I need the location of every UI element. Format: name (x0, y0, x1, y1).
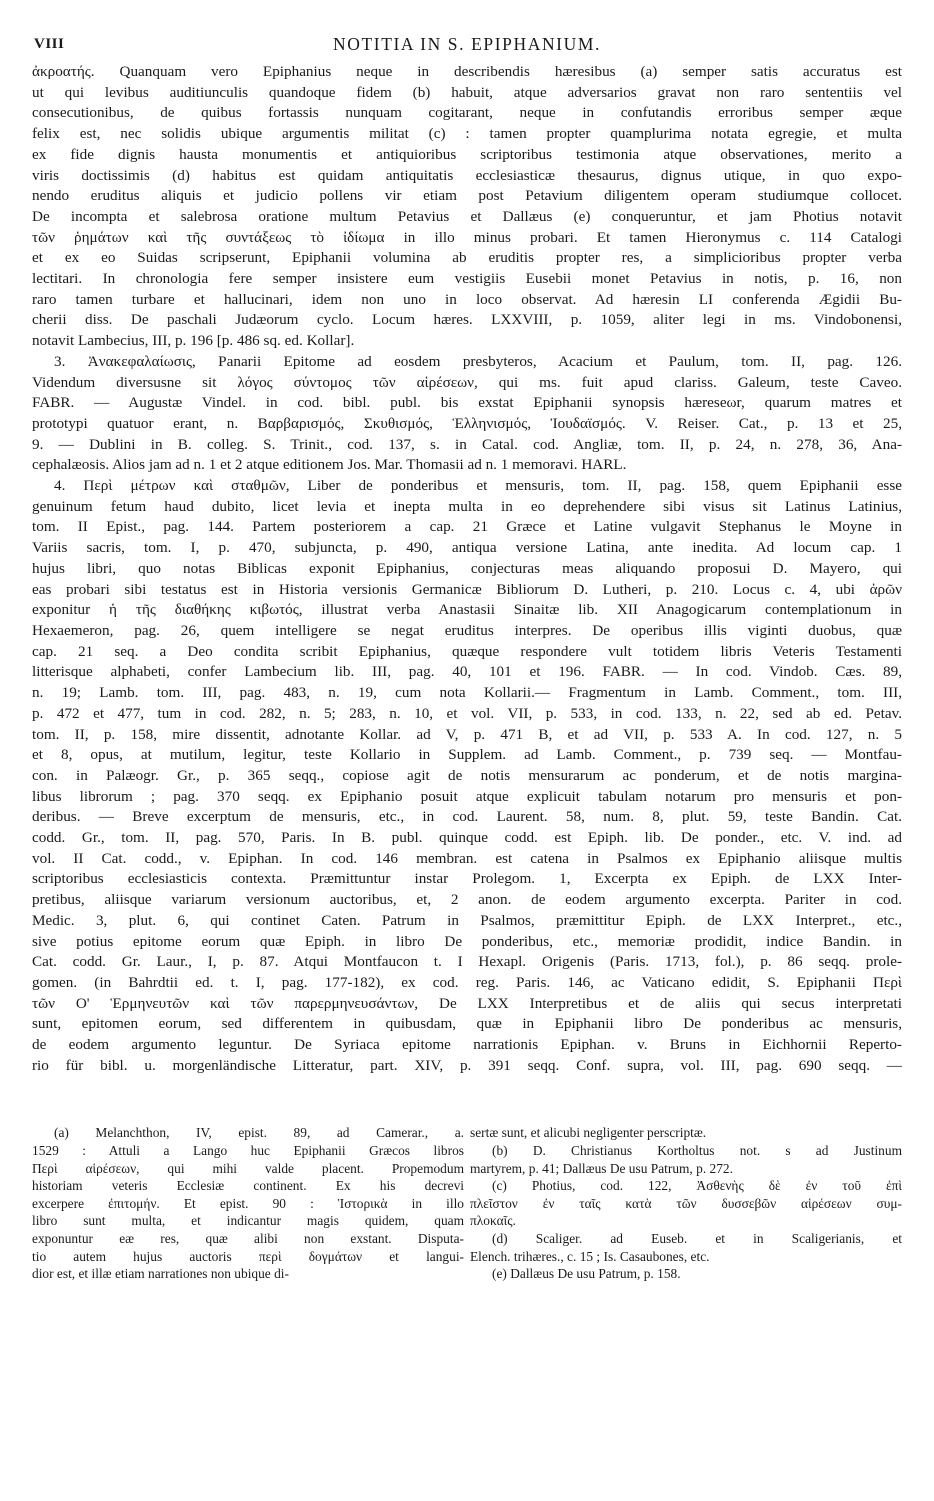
text-line: excerpere ἐπιτομήν. Et epist. 90 : Ἱστορικὰ in illo (32, 1195, 464, 1211)
text-line: πλεῖστον ἐν ταῖς κατὰ τῶν δυσσεβῶν αἱρέσεων συμ- (470, 1195, 902, 1211)
text-line: gomen. (in Bahrdtii ed. t. I, pag. 177-182), ex cod. reg. Paris. 146, ac Vaticano edidit, S. Epiphanii Περὶ (32, 973, 902, 991)
text-line: p. 472 et 477, tum in cod. 282, n. 5; 283, n. 10, et vol. VII, p. 533, in cod. 133, n. 22, sed ab ed. Petav. (32, 704, 902, 722)
text-line: exponuntur eæ res, quæ alibi non exstant. Disputa- (32, 1231, 464, 1247)
text-line: genuinum fetum haud dubito, licet levia et inepta multa in eo deprehendere sibi visus sit Latinus Latinius, (32, 497, 902, 515)
text-line: consecutionibus, de quibus fortassis nunquam cogitarant, neque in confutandis erroribus semper æque (32, 104, 902, 122)
text-line: libus librorum ; pag. 370 seqq. ex Epiphanio posuit atque explicuit tabulam notarum pro mensuris et pon- (32, 787, 902, 805)
text-line: (b) D. Christianus Kortholtus not. s ad Justinum (492, 1143, 902, 1159)
text-line: Περὶ αἱρέσεων, qui mihi valde placent. Propemodum (32, 1160, 464, 1176)
text-line: tom. II, p. 158, mire dissentit, adnotante Kollar. ad V, p. 471 B, et ad VII, p. 533 A. In cod. 127, n. 5 (32, 725, 902, 743)
text-line: (d) Scaliger. ad Euseb. et in Scaligerianis, et (492, 1231, 902, 1247)
text-line: rio für bibl. u. morgenländische Litteratur, part. XIV, p. 391 seqq. Conf. supra, vol. III, pag. 690 seqq. — (32, 1056, 902, 1074)
text-line: (e) Dallæus De usu Patrum, p. 158. (492, 1266, 681, 1282)
text-line: τῶν Ο' Ἑρμηνευτῶν καὶ τῶν παρερμηνευσάντων, De LXX Interpretibus et de aliis qui secus interpretati (32, 994, 902, 1012)
text-line: libro sunt multa, et indicantur magis quidem, quam (32, 1213, 464, 1229)
text-line: πλοκαῖς. (470, 1213, 516, 1229)
text-line: historiam veteris Ecclesiæ continent. Ex his decrevi (32, 1178, 464, 1194)
text-line: sunt, epitomen eorum, sed differentem in quibusdam, quæ in Epiphanii libro De ponderibus ac mensuris, (32, 1015, 902, 1033)
text-line: cherii diss. De paschali Judæorum cyclo. Locum hæres. LXXVIII, p. 1059, aliter legi in ms. Vindobonensi, (32, 311, 902, 329)
text-line: codd. Gr., tom. II, pag. 570, Paris. In B. publ. quinque codd. est Epiph. lib. De ponder., etc. V. ind. ad (32, 829, 902, 847)
running-title: NOTITIA IN S. EPIPHANIUM. (333, 34, 601, 54)
text-line: sertæ sunt, et alicubi negligenter perscriptæ. (470, 1125, 707, 1141)
text-line: 9. — Dublini in B. colleg. S. Trinit., cod. 137, s. in Catal. cod. Angliæ, tom. II, p. 24, n. 278, 36, Ana- (32, 435, 902, 453)
text-line: deribus. — Breve excerptum de mensuris, etc., in cod. Laurent. 58, num. 8, plut. 59, teste Bandin. Cat. (32, 808, 902, 826)
text-line: prototypi quatuor erant, n. Βαρβαρισμός, Σκυθισμός, Ἑλληνισμός, Ἰουδαϊσμός. V. Reiser. Cat., p. 13 et 25, (32, 414, 902, 432)
text-line: Cat. codd. Gr. Laur., I, p. 87. Atqui Montfaucon t. I Hexapl. Origenis (Paris. 1713, fol.), p. 86 seqq. prole- (32, 953, 902, 971)
footnotes-left-column (32, 1124, 464, 1282)
text-line: hujus libri, quo notas Biblicas exponit Epiphanius, conjecturas meas aliquando proposui D. Mayero, qui (32, 559, 902, 577)
text-line: cephalæosis. Alios jam ad n. 1 et 2 atque editionem Jos. Mar. Thomasii ad n. 1 memoravi. HARL. (32, 456, 627, 474)
text-line: viris doctissimis (d) habitus est quidam antiquitatis ecclesiasticæ thesaurus, dignus utique, in quo expo- (32, 166, 902, 184)
footnotes-right-column (470, 1124, 902, 1282)
text-line: 3. Ἀνακεφαλαίωσις, Panarii Epitome ad eosdem presbyteros, Acacium et Paulum, tom. II, pag. 126. (54, 352, 902, 370)
text-line: Videndum diversusne sit λόγος σύντομος τῶν αἱρέσεων, qui ms. fuit apud clariss. Galeum, teste Caveo. (32, 373, 902, 391)
text-line: et ex eo Suidas scripserunt, Epiphanii volumina ab eruditis propter res, a simplicioribus propter verba (32, 249, 902, 267)
text-line: Medic. 3, plut. 6, qui continet Caten. Patrum in Psalmos, præmittitur Epiph. de LXX Interpret., etc., (32, 911, 902, 929)
text-line: litterisque alphabeti, confer Lambecium lib. III, pag. 40, 101 et 196. FABR. — In cod. Vindob. Cæs. 89, (32, 663, 902, 681)
footnotes (32, 1124, 902, 1282)
text-line: τῶν ῥημάτων καὶ τῆς συντάξεως τὸ ἰδίωμα in illo minus probari. Et tamen Hieronymus c. 114 Catalogi (32, 228, 902, 246)
main-text (32, 62, 902, 1076)
text-line: ex fide dignis hausta monumentis et antiquioribus scriptoribus testimonia atque observationes, merito a (32, 145, 902, 163)
text-line: ἀκροατής. Quanquam vero Epiphanius neque in describendis hæresibus (a) semper satis accuratus est (32, 63, 902, 80)
text-line: tom. II Epist., pag. 144. Partem posteriorem a cap. 21 Græce et Latine vulgavit Stephanus le Moyne in (32, 518, 902, 536)
text-line: FABR. — Augustæ Vindel. in cod. bibl. publ. bis exstat Epiphanii synopsis hæreseωr, quarum matres et (32, 394, 902, 412)
text-line: cap. 21 seq. a Deo condita scribit Epiphanius, quæque respondere vult totidem libris Veteris Testamenti (32, 642, 902, 660)
text-line: vol. II Cat. codd., v. Epiphan. In cod. 146 membran. est catena in Psalmos ex Epiphanio aliisque multis (32, 849, 902, 867)
text-line: tio autem hujus auctoris περὶ δογμάτων et langui- (32, 1248, 464, 1264)
text-line: Elench. trihæres., c. 15 ; Is. Casaubones, etc. (470, 1248, 710, 1264)
text-line: sive potius epitome eorum quæ Epiph. in libro De ponderibus, etc., memoriæ prodidit, indice Bandin. in (32, 932, 902, 950)
text-line: lectitari. In chronologia fere semper insistere eum vestigiis Eusebii monet Petavius in notis, p. 16, non (32, 270, 902, 288)
text-line: 4. Περὶ μέτρων καὶ σταθμῶν, Liber de ponderibus et mensuris, tom. II, pag. 158, quem Epiphanii esse (54, 477, 902, 495)
text-line: notavit Lambecius, III, p. 196 [p. 486 sq. ed. Kollar]. (32, 332, 355, 350)
running-head (32, 28, 902, 62)
text-line: (c) Photius, cod. 122, Ἀσθενὴς δὲ ἐν τοῦ ἐπὶ (492, 1178, 902, 1194)
text-line: et 8, opus, at mutilum, legitur, teste Kollario in Supplem. ad Lamb. Comment., p. 739 seq. — Montfau- (32, 746, 902, 764)
text-line: Variis sacris, tom. I, p. 470, subjuncta, p. 490, antiqua versione Latina, ante inedita. Ad locum cap. 1 (32, 539, 902, 557)
text-line: eas probari sibi testatus est in Historia versionis Germanicæ Bibliorum D. Lutheri, p. 210. Locus c. 4, ubi ἀρῶν (32, 580, 902, 598)
text-line: scriptoribus ecclesiasticis contexta. Præmittuntur instar Prolegom. 1, Excerpta ex Epiph. de LXX Inter- (32, 870, 902, 888)
text-line: exponitur ἡ τῆς διαθήκης κιβωτός, illustrat verba Anastasii Sinaitæ lib. XII Anagogicarum contemplationum in (32, 601, 902, 619)
text-line: Hexaemeron, pag. 26, quem intelligere se negat eruditus interpres. De operibus illis viginti duobus, quæ (32, 621, 902, 639)
page-number: VIII (34, 36, 65, 52)
text-line: 1529 : Attuli a Lango huc Epiphanii Græcos libros (32, 1143, 464, 1159)
text-line: ut qui levibus auditiunculis quandoque fidem (b) habuit, atque adversarios gravat non raro sententiis vel (32, 83, 902, 101)
text-line: con. in Palæogr. Gr., p. 365 seqq., copiose agit de notis mensurarum ac ponderum, et de notis margina- (32, 766, 902, 784)
text-line: De incompta et salebrosa oratione multum Petavius et Dallæus (e) conqueruntur, et jam Photius notavit (32, 207, 902, 225)
text-line: de eodem argumento leguntur. De Syriaca epitome narrationis Epiphan. v. Bruns in Eichhornii Reperto- (32, 1036, 902, 1054)
text-line: felix est, nec solidis ubique argumentis militat (c) : tamen propter quamplurima notata egregie, et multa (32, 125, 902, 143)
text-line: raro tamen turbare et hallucinari, idem non uno in loco observat. Ad hæresin LI conferenda Ægidii Bu- (32, 290, 902, 308)
text-line: nendo eruditus aliquis et judicio pollens vir etiam post Petavium diligentem operam studiumque collocet. (32, 187, 902, 205)
page (32, 28, 902, 1283)
text-line: dior est, et illæ etiam narrationes non ubique di- (32, 1266, 289, 1282)
text-line: martyrem, p. 41; Dallæus De usu Patrum, p. 272. (470, 1160, 733, 1176)
text-line: n. 19; Lamb. tom. III, pag. 483, n. 19, cum nota Kollarii.— Fragmentum in Lamb. Comment., tom. III, (32, 684, 902, 702)
text-line: (a) Melanchthon, IV, epist. 89, ad Camerar., a. (54, 1125, 464, 1141)
text-line: pretibus, aliisque variarum versionum auctoribus, et, 2 anon. de eodem argumento excerpta. Pariter in cod. (32, 891, 902, 909)
